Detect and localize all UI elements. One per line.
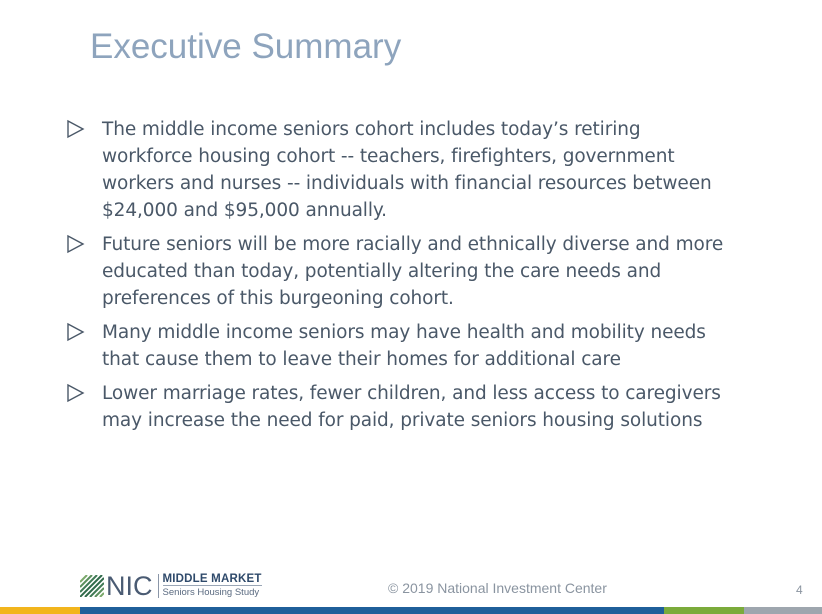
logo-subtitle — [163, 574, 262, 598]
slide-title: Executive Summary — [90, 27, 402, 66]
color-bar-blue — [80, 607, 664, 614]
page-number: 4 — [796, 583, 803, 597]
copyright-text: © 2019 National Investment Center — [388, 580, 607, 596]
bullet-text: Many middle income seniors may have health and mobility needs that cause them to leave their homes for additional care — [102, 322, 706, 370]
triangle-right-icon — [66, 383, 86, 403]
color-bar-green — [664, 607, 744, 614]
triangle-right-icon — [66, 322, 86, 342]
bullet-text: Lower marriage rates, fewer children, and less access to caregivers may increase the need for paid, private seniors housing solutions — [102, 383, 721, 431]
nic-logo-mark-icon — [80, 575, 104, 597]
bullet-item — [66, 116, 736, 224]
bullet-item — [66, 380, 736, 434]
logo-line2: Seniors Housing Study — [163, 585, 262, 598]
logo-divider — [158, 574, 159, 598]
bullet-list — [66, 116, 736, 441]
footer-color-bar — [0, 607, 822, 614]
bullet-text: Future seniors will be more racially and ethnically diverse and more educated than today, potentially altering the care needs and preferences of this burgeoning cohort. — [102, 234, 724, 309]
triangle-right-icon — [66, 119, 86, 139]
logo-line1: MIDDLE MARKET — [162, 573, 262, 585]
bullet-text: The middle income seniors cohort includes today’s retiring workforce housing cohort -- teachers, firefighters, government workers and nurses -- individuals with financial resources between $24,000 and $95,000 annually. — [102, 119, 712, 221]
color-bar-yellow — [0, 607, 80, 614]
color-bar-gray — [744, 607, 822, 614]
bullet-item — [66, 231, 736, 312]
logo-nic-text: NIC — [106, 571, 153, 601]
triangle-right-icon — [66, 234, 86, 254]
nic-logo — [80, 573, 262, 599]
bullet-item — [66, 319, 736, 373]
